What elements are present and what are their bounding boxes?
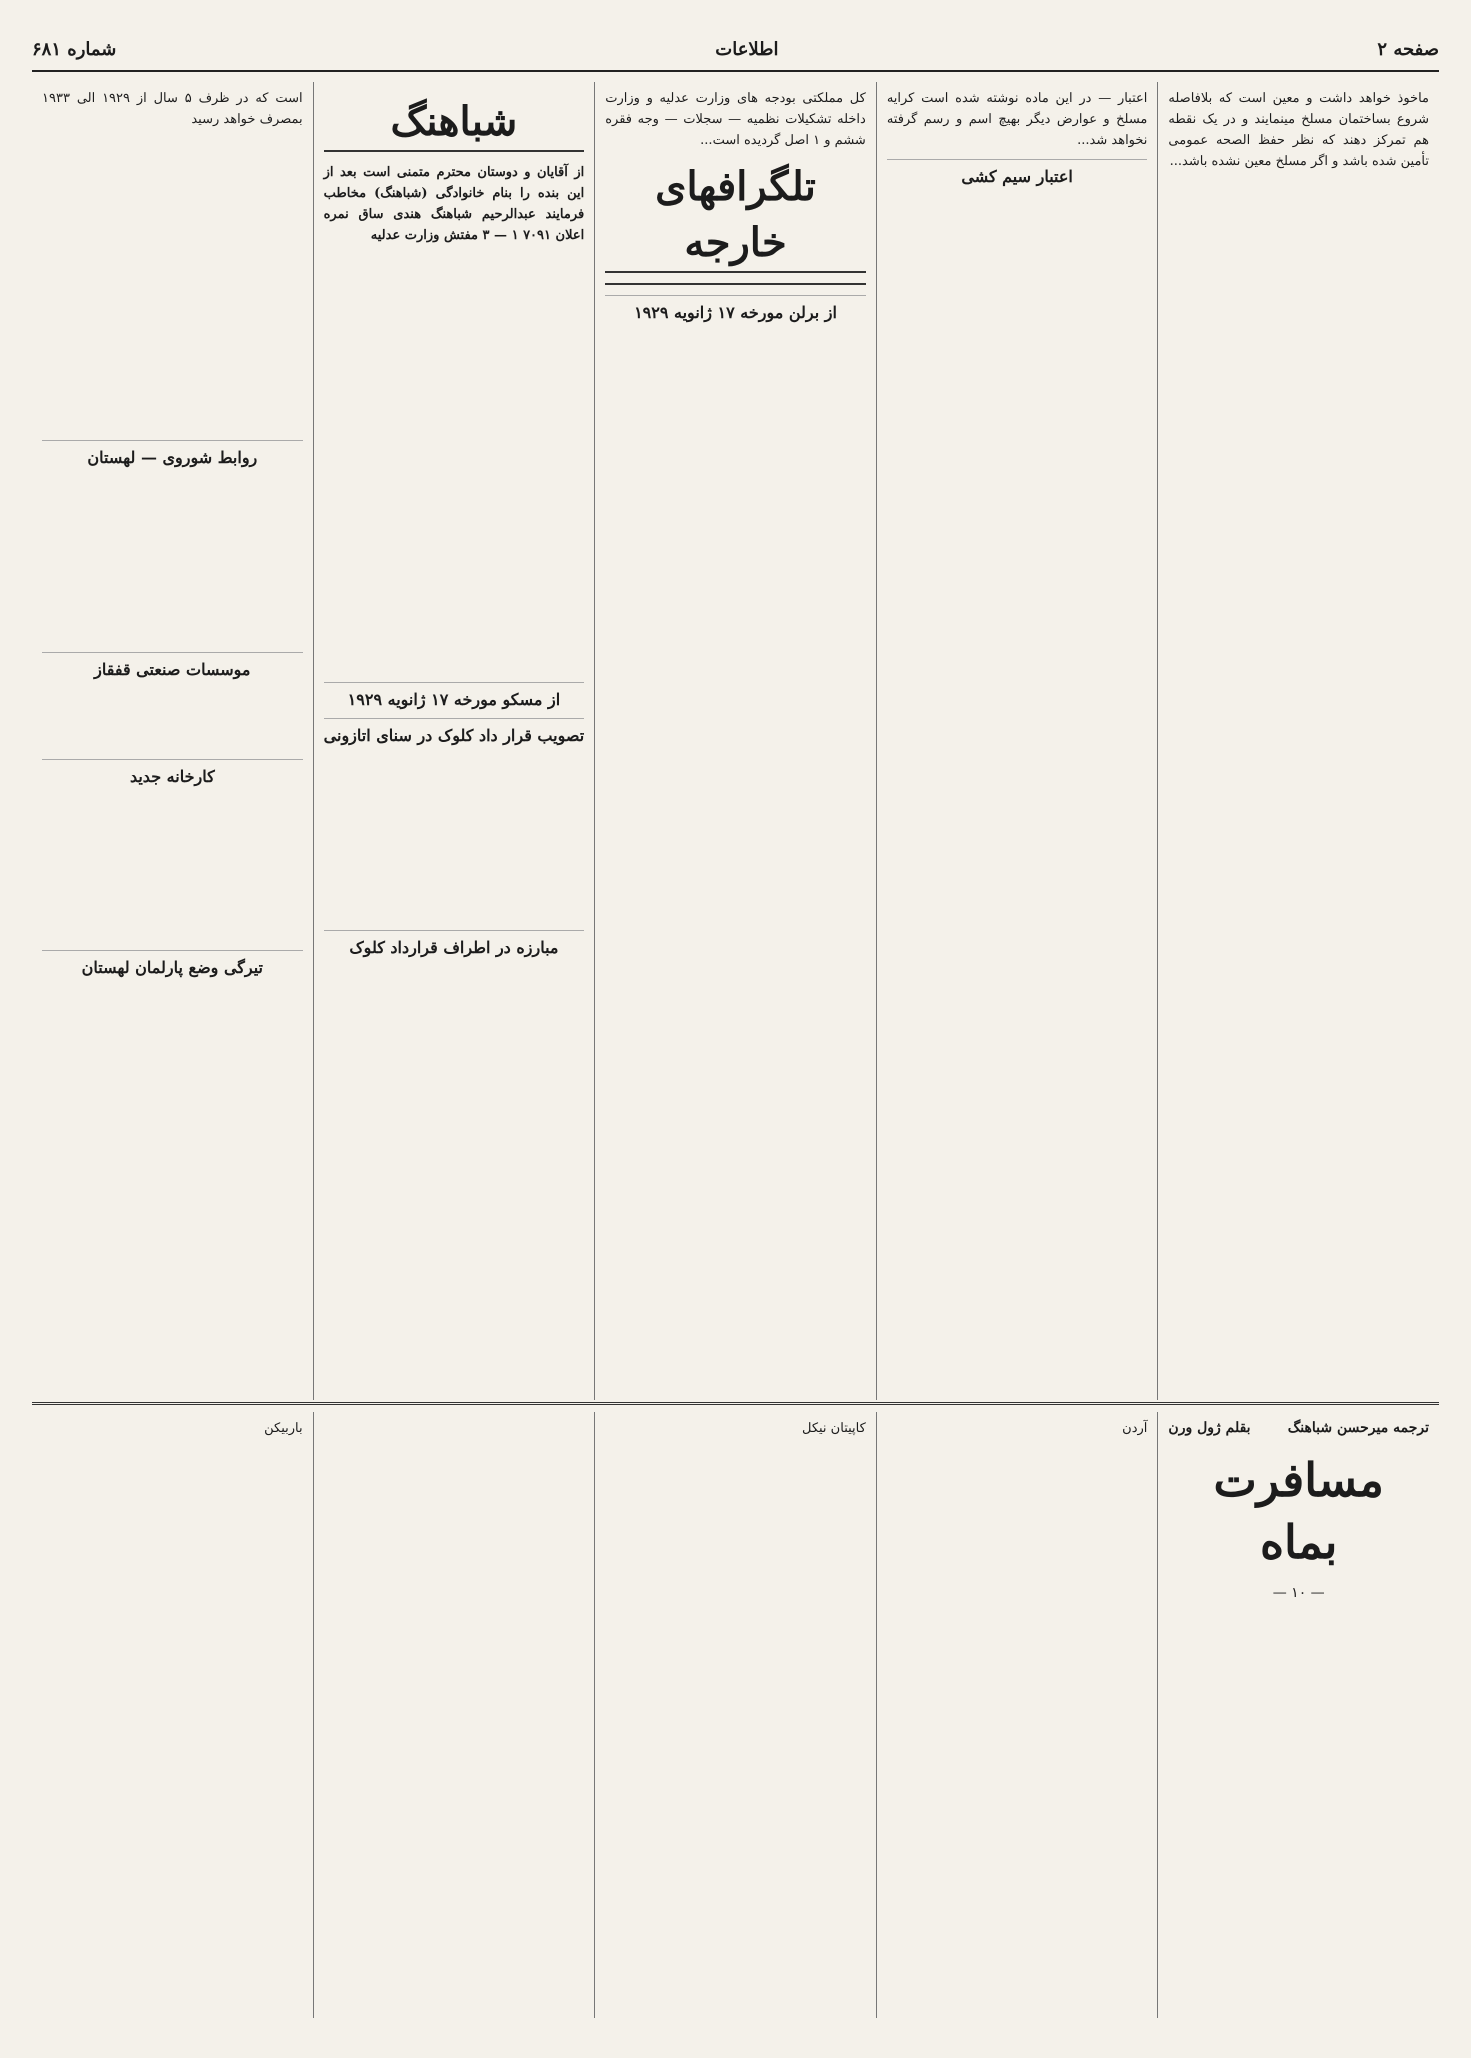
feuilleton-column-5-body [42,1439,303,1922]
column-4-body-a [324,254,585,674]
foreign-telegrams-headline-box [605,159,866,285]
feuilleton-column-4 [313,1412,595,2018]
column-4 [313,82,595,1400]
column-2-body [887,195,1148,1035]
kellogg-ratification-subtitle: تصویب قرار داد کلوک در سنای اتازونی [324,718,585,746]
column-2-subtitle: اعتبار سیم کشی [887,159,1148,187]
column-1-body [1168,180,1429,1188]
translator-name: ترجمه میرحسن شباهنگ [1287,1420,1429,1436]
new-factory-subtitle: کارخانه جدید [42,759,303,787]
polish-parliament-subtitle: تیرگی وضع پارلمان لهستان [42,950,303,978]
feuilleton-column-3 [594,1412,876,2018]
feuilleton-column-1-body [1168,1610,1429,1946]
kellogg-struggle-subtitle: مبارزه در اطراف قرارداد کلوک [324,930,585,958]
feuilleton-column-3-body [605,1439,866,1922]
column-5 [32,82,313,1400]
ardan-subtitle: آردن [1122,1421,1148,1436]
feuilleton-byline [1168,1418,1429,1439]
issue-number: شماره ۶۸۱ [32,38,117,60]
column-3-body [605,331,866,1003]
caucasus-industry-subtitle: موسسات صنعتی قفقاز [42,652,303,680]
column-5-body-c [42,688,303,751]
column-5-body-d [42,795,303,942]
page-header [32,28,1439,72]
serial-title: مسافرت بماه [1213,1453,1384,1569]
newspaper-name: اطلاعات [715,38,779,60]
serial-number: — ۱۰ — [1272,1585,1325,1601]
column-1 [1157,82,1439,1400]
moscow-dateline: از مسکو مورخه ۱۷ ژانویه ۱۹۲۹ [324,682,585,710]
foreign-telegrams-headline: تلگرافهای خارجه [605,159,866,273]
column-5-text: است که در ظرف ۵ سال از ۱۹۲۹ الی ۱۹۳۳ بمصرف خواهد رسید [42,91,303,127]
column-2 [876,82,1158,1400]
column-3-text: کل مملکتی بودجه های وزارت عدلیه و وزارت داخله تشکیلات نظمیه — سجلات — وجه فقره ششم و ۱ اصل گردیده است... [605,91,866,148]
page-number: صفحه ۲ [1377,38,1439,60]
column-4-body-c [324,966,585,1134]
column-1-text: ماخوذ خواهد داشت و معین است که بلافاصله شروع بساختمان مسلخ مینمایند و در یک نقطه هم تمرکز دهند که نظر حفظ الصحه عمومی تأمین شده باشد و اگر مسلخ معین نشده باشد... [1168,91,1429,169]
feuilleton-divider [32,1402,1439,1405]
shabahang-headline: شباهنگ [324,94,585,152]
soviet-poland-subtitle: روابط شوروی — لهستان [42,440,303,468]
column-2-text: اعتبار — در این ماده نوشته شده است کرایه مسلخ و عوارض دیگر بهیچ اسم و رسم گرفته نخواهد شد... [886,91,1148,148]
feuilleton-column-5 [32,1412,313,2018]
feuilleton-column-4-body [324,1418,585,1922]
top-columns [32,82,1439,1400]
shabahang-notice: از آقایان و دوستان محترم متمنی است بعد از این بنده را بنام خانوادگی (شباهنگ) مخاطب فرمایند عبدالرحیم شباهنگ هندی ساق نمره اعلان ۷۰۹۱ ۱ — ۳ مفتش وزارت عدلیه [323,165,585,243]
column-5-body-e [42,986,303,1280]
column-5-body-a [42,138,303,432]
newspaper-page [10,10,1461,2038]
captain-nicholl-subtitle: کاپیتان نیکل [801,1421,866,1436]
column-4-body-b [324,754,585,922]
column-5-body-b [42,476,303,644]
feuilleton-column-2 [876,1412,1158,2018]
berlin-dateline: از برلن مورخه ۱۷ ژانویه ۱۹۲۹ [605,295,866,323]
feuilleton-section [32,1412,1439,2018]
feuilleton-column-2-body [887,1439,1148,1922]
barbicane-subtitle: باربیکن [264,1421,303,1436]
author-name: بقلم ژول ورن [1168,1420,1251,1436]
column-3 [594,82,876,1400]
feuilleton-column-1 [1157,1412,1439,2018]
